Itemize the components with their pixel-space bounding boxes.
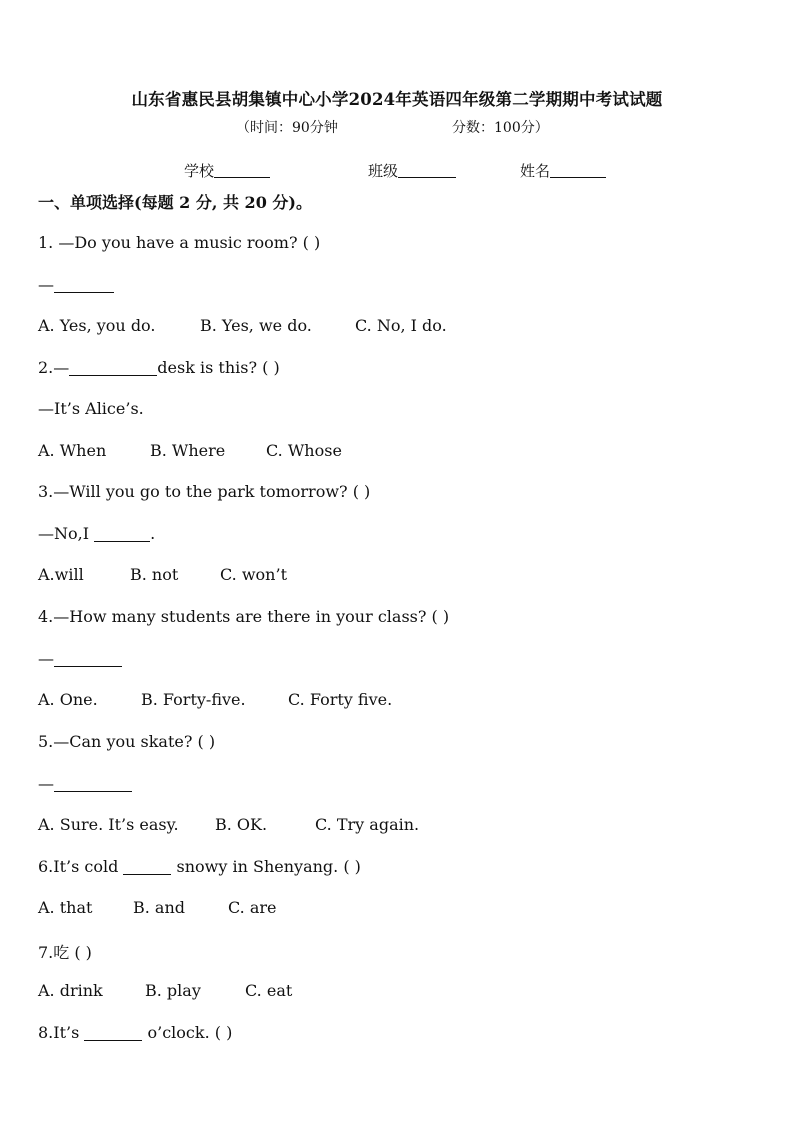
name-label: 姓名 <box>520 162 551 180</box>
answer-5-blank[interactable] <box>54 777 132 792</box>
option-7c[interactable]: C. eat <box>245 981 293 1000</box>
class-field <box>368 160 456 181</box>
question-2-blank[interactable] <box>69 361 157 376</box>
exam-score: 分数：100分） <box>452 120 549 136</box>
option-5a[interactable]: A. Sure. It’s easy. <box>38 815 179 834</box>
exam-time: （时间：90分钟 <box>236 120 338 136</box>
question-8: 8.It’s o’clock. ( ) <box>38 1023 233 1042</box>
option-1b[interactable]: B. Yes, we do. <box>200 316 312 335</box>
answer-1-blank[interactable] <box>54 278 114 293</box>
option-2c[interactable]: C. Whose <box>266 441 342 460</box>
options-4 <box>38 690 392 709</box>
school-label: 学校 <box>184 162 215 180</box>
answer-3: —No,I . <box>38 524 156 543</box>
option-2a[interactable]: A. When <box>38 441 107 460</box>
option-3c[interactable]: C. won’t <box>220 565 287 584</box>
option-1a[interactable]: A. Yes, you do. <box>38 316 156 335</box>
options-6 <box>38 898 277 917</box>
option-4b[interactable]: B. Forty-five. <box>141 690 246 709</box>
option-1c[interactable]: C. No, I do. <box>355 316 447 335</box>
question-6: 6.It’s cold snowy in Shenyang. ( ) <box>38 857 361 876</box>
option-5c[interactable]: C. Try again. <box>315 815 420 834</box>
school-field <box>184 160 270 181</box>
class-label: 班级 <box>368 162 399 180</box>
question-7: 7.吃 ( ) <box>38 943 92 962</box>
option-5b[interactable]: B. OK. <box>215 815 268 834</box>
answer-1: — <box>38 275 114 294</box>
answer-3-blank[interactable] <box>94 527 150 542</box>
answer-4: — <box>38 649 122 668</box>
options-2 <box>38 441 342 460</box>
exam-title: 山东省惠民县胡集镇中心小学2024年英语四年级第二学期期中考试试题 <box>131 90 663 109</box>
answer-5: — <box>38 774 132 793</box>
question-8-blank[interactable] <box>84 1026 142 1041</box>
name-field <box>520 160 606 181</box>
section-heading: 一、单项选择(每题 2 分, 共 20 分)。 <box>38 193 312 212</box>
options-1 <box>38 316 447 335</box>
option-6b[interactable]: B. and <box>133 898 186 917</box>
name-blank[interactable] <box>550 163 606 178</box>
question-5: 5.—Can you skate? ( ) <box>38 732 216 751</box>
question-2: 2.— desk is this? ( ) <box>38 358 280 377</box>
option-6a[interactable]: A. that <box>38 898 93 917</box>
option-4c[interactable]: C. Forty five. <box>288 690 393 709</box>
option-6c[interactable]: C. are <box>228 898 277 917</box>
option-4a[interactable]: A. One. <box>38 690 98 709</box>
answer-2: —It’s Alice’s. <box>38 399 144 418</box>
options-7 <box>38 981 292 1000</box>
answer-4-blank[interactable] <box>54 652 122 667</box>
option-3a[interactable]: A.will <box>38 565 84 584</box>
option-2b[interactable]: B. Where <box>150 441 226 460</box>
question-4: 4.—How many students are there in your class? ( ) <box>38 607 450 626</box>
question-1: 1. —Do you have a music room? ( ) <box>38 233 321 252</box>
school-blank[interactable] <box>214 163 270 178</box>
options-3 <box>38 565 287 584</box>
option-7a[interactable]: A. drink <box>38 981 103 1000</box>
option-7b[interactable]: B. play <box>145 981 201 1000</box>
question-3: 3.—Will you go to the park tomorrow? ( ) <box>38 482 371 501</box>
class-blank[interactable] <box>398 163 456 178</box>
option-3b[interactable]: B. not <box>130 565 179 584</box>
options-5 <box>38 815 419 834</box>
question-6-blank[interactable] <box>123 860 171 875</box>
